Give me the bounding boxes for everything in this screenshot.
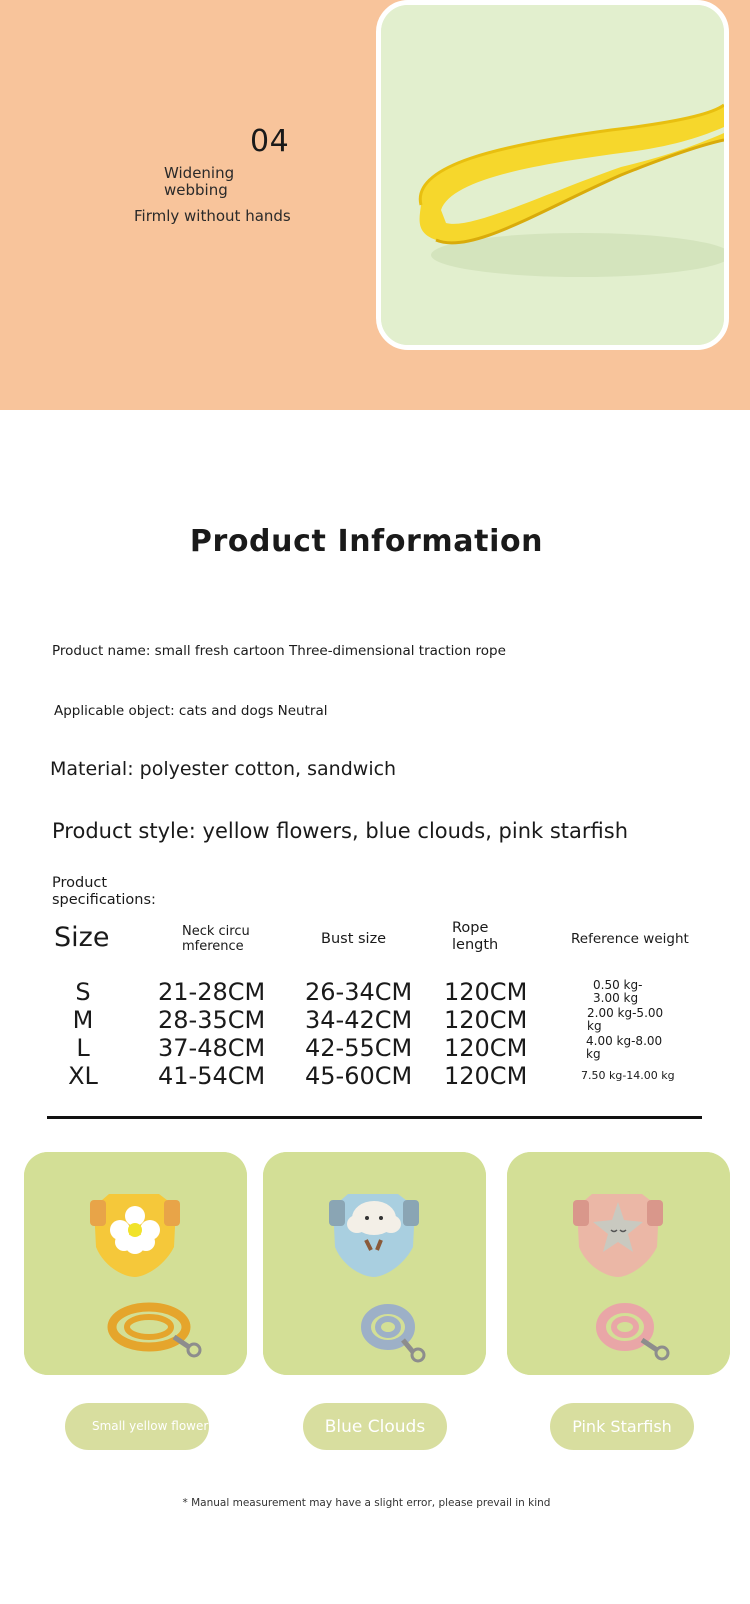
table-header-bust: Bust size xyxy=(321,931,387,947)
yellow-webbing-strap-icon xyxy=(381,5,724,345)
rope-cell: 120CM xyxy=(444,1034,528,1062)
product-photo-pink-starfish[interactable] xyxy=(507,1152,730,1375)
variant-button-yellow-flower[interactable] xyxy=(65,1403,209,1450)
neck-cell: 37-48CM xyxy=(158,1034,266,1062)
variant-label: Blue Clouds xyxy=(324,1416,426,1437)
weight-cell: 2.00 kg-5.00 kg xyxy=(587,1006,664,1033)
hero-section xyxy=(0,0,750,410)
variant-label: Small yellow flower xyxy=(92,1419,209,1433)
product-specifications-label: Product specifications: xyxy=(52,875,156,908)
product-name-line: Product name: small fresh cartoon Three-dimensional traction rope xyxy=(52,643,506,659)
neck-cell: 28-35CM xyxy=(158,1006,266,1034)
bust-cell: 26-34CM xyxy=(305,978,413,1006)
rope-cell: 120CM xyxy=(444,1062,528,1090)
variant-label: Pink Starfish xyxy=(572,1417,672,1436)
table-header-rope: Rope length xyxy=(452,920,499,953)
table-row xyxy=(0,1006,750,1034)
size-cell: XL xyxy=(68,1062,98,1090)
table-divider xyxy=(47,1116,702,1119)
weight-cell: 4.00 kg-8.00 kg xyxy=(586,1034,663,1061)
size-cell: L xyxy=(76,1034,90,1062)
material-line: Material: polyester cotton, sandwich xyxy=(50,758,397,780)
product-photo-yellow-flower[interactable] xyxy=(24,1152,247,1375)
rope-cell: 120CM xyxy=(444,1006,528,1034)
bust-cell: 34-42CM xyxy=(305,1006,413,1034)
feature-number: 04 xyxy=(250,124,290,159)
feature-title: Widening webbing xyxy=(164,164,235,199)
table-header-size: Size xyxy=(54,922,110,953)
pink-starfish-harness-icon xyxy=(507,1152,730,1375)
product-style-line: Product style: yellow flowers, blue clouds, pink starfish xyxy=(52,819,629,843)
size-cell: S xyxy=(75,978,91,1006)
yellow-flower-harness-icon xyxy=(24,1152,247,1375)
neck-cell: 41-54CM xyxy=(158,1062,266,1090)
size-cell: M xyxy=(72,1006,94,1034)
product-information-title: Product Information xyxy=(189,524,544,559)
neck-cell: 21-28CM xyxy=(158,978,266,1006)
applicable-object-line: Applicable object: cats and dogs Neutral xyxy=(54,703,328,719)
bust-cell: 45-60CM xyxy=(305,1062,413,1090)
table-header-weight: Reference weight xyxy=(571,931,689,947)
bust-cell: 42-55CM xyxy=(305,1034,413,1062)
feature-subtitle: Firmly without hands xyxy=(134,207,291,225)
weight-cell: 7.50 kg-14.00 kg xyxy=(581,1069,675,1082)
blue-cloud-harness-icon xyxy=(263,1152,486,1375)
variant-button-blue-clouds[interactable] xyxy=(303,1403,447,1450)
product-photo-blue-clouds[interactable] xyxy=(263,1152,486,1375)
variant-button-pink-starfish[interactable] xyxy=(550,1403,694,1450)
table-header-neck: Neck circu mference xyxy=(182,924,250,954)
measurement-footnote: * Manual measurement may have a slight error, please prevail in kind xyxy=(182,1497,551,1509)
webbing-photo xyxy=(376,0,729,350)
table-row xyxy=(0,978,750,1006)
table-row xyxy=(0,1062,750,1090)
table-row xyxy=(0,1034,750,1062)
rope-cell: 120CM xyxy=(444,978,528,1006)
weight-cell: 0.50 kg-3.00 kg xyxy=(593,978,643,1005)
